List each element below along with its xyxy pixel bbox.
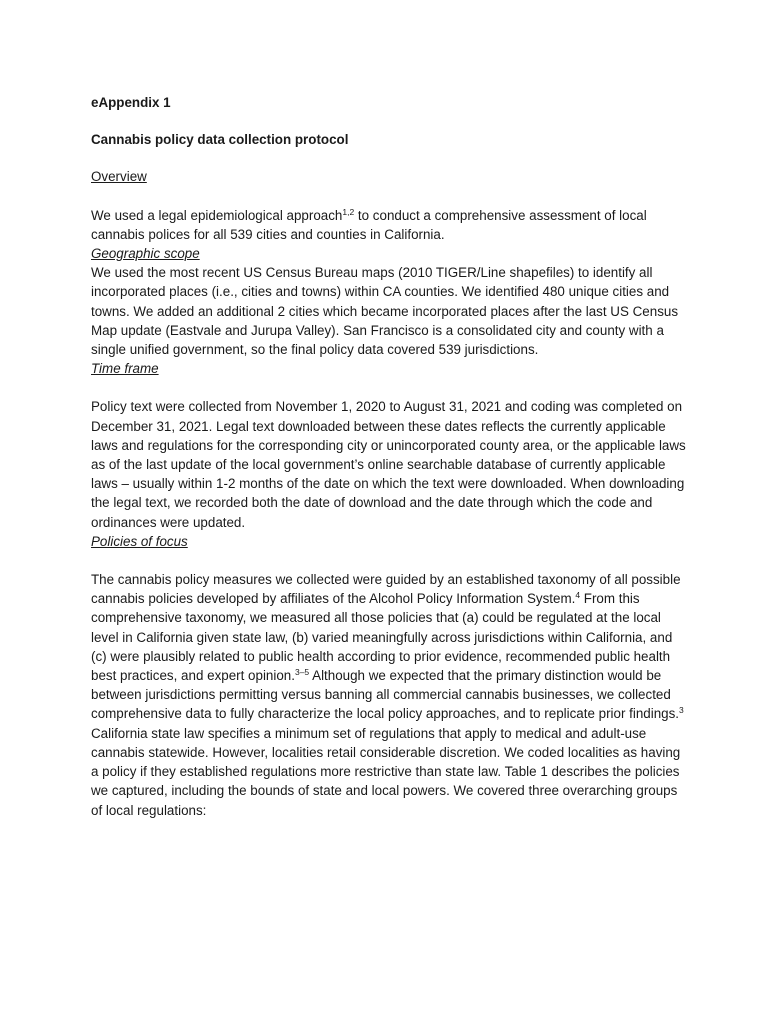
policies-p1-part2: From this comprehensive taxonomy, we measured all those policies that (a) could be regulated at the local level in California given state law, (b) varied meaningfully across jurisdictions within California, and (c) were plausibly related to public health according to prior evidence, recommended public health best practices, and expert opinion.: [91, 591, 673, 684]
overview-text-after-ref: to conduct a comprehensive assessment of local cannabis polices for all 539 cities and counties in California.: [91, 207, 647, 242]
policies-p1-reference-1: 4: [575, 590, 581, 601]
protocol-title: Cannabis policy data collection protocol: [91, 132, 349, 148]
policies-of-focus-heading: Policies of focus: [91, 533, 188, 549]
overview-text-before-ref: We used a legal epidemiological approach: [91, 207, 343, 223]
policies-of-focus-paragraph-1: [91, 570, 691, 724]
geographic-scope-paragraph: We used the most recent US Census Bureau maps (2010 TIGER/Line shapefiles) to identify all incorporated places (i.e., cities and towns) within CA counties. We identified 480 unique cities and towns. We added an additional 2 cities which became incorporated places after the last US Census Map update (Eastvale and Jurupa Valley). San Francisco is a consolidated city and county with a single unified government, so the final policy data covered 539 jurisdictions.: [91, 265, 679, 358]
time-frame-heading: Time frame: [91, 361, 159, 377]
appendix-title: eAppendix 1: [91, 95, 171, 110]
geographic-scope-heading: Geographic scope: [91, 246, 200, 262]
policies-of-focus-paragraph-2: California state law specifies a minimum set of regulations that apply to medical and adult-use cannabis statewide. However, localities retail considerable discretion. We coded localities as having a policy if they established regulations more restrictive than state law. Table 1 describes the policies we captured, including the bounds of state and local powers. We covered three overarching groups of local regulations:: [91, 725, 681, 818]
overview-heading: Overview: [91, 169, 147, 185]
time-frame-paragraph: Policy text were collected from November 1, 2020 to August 31, 2021 and coding was completed on December 31, 2021. Legal text downloaded between these dates reflects the currently applicable laws and regulations for the corresponding city or unincorporated county area, or the applicable laws as of the last update of the local government’s online searchable database of currently applicable laws – usually within 1-2 months of the date on which the text were downloaded. When downloading the legal text, we recorded both the date of download and the date through which the code and ordinances were updated.: [91, 399, 686, 530]
policies-p1-part3: Although we expected that the primary distinction would be between jurisdictions permitting versus banning all commercial cannabis businesses, we collected comprehensive data to fully characterize the local policy approaches, and to replicate prior findings.: [91, 668, 680, 722]
overview-paragraph: [91, 206, 691, 244]
document-page: [91, 93, 691, 820]
policies-p1-reference-3: 3: [679, 705, 684, 716]
policies-p1-part1: The cannabis policy measures we collected were guided by an established taxonomy of all possible cannabis policies developed by affiliates of the Alcohol Policy Information System.: [91, 572, 681, 607]
overview-reference: 1,2: [342, 206, 355, 217]
policies-p1-reference-2: 3–5: [294, 667, 310, 678]
